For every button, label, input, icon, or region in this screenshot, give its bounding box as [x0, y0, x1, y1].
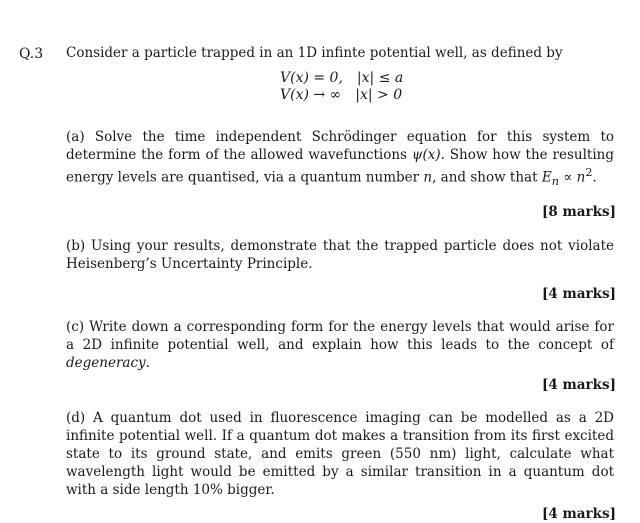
- part-a-marks: [8 marks]: [542, 204, 616, 221]
- part-d-text: (d) A quantum dot used in fluorescence imaging can be modelled as a 2D infinite potential well. If a quantum dot makes a transition from its first excited state to its ground state, and emits green (550 nm) light, calculate what wavelength light would be emitted by a similar transition in a quantum dot with a side length 10% bigger.: [66, 410, 614, 499]
- part-a-text: (a) Solve the time independent Schrödinger equation for this system to determine the form of the allowed wavefunctions ψ(x). Show how the resulting energy levels are quantised, via a quantum number n, and show that $E_n \propto n^2$.: [66, 129, 615, 189]
- quantum-number-symbol: n: [423, 169, 433, 186]
- equation-outside-well: [280, 87, 614, 104]
- potential-definition: [66, 70, 614, 104]
- equation-inside-well: [280, 70, 614, 87]
- equation-lhs: V(x) → ∞: [280, 87, 342, 103]
- equation-lhs: V(x) = 0,: [280, 70, 343, 86]
- degeneracy-term: degeneracy: [66, 355, 146, 372]
- part-b-marks: [4 marks]: [542, 286, 616, 303]
- part-b-text: (b) Using your results, demonstrate that the trapped particle does not violate Heisenberg’s Uncertainty Principle.: [66, 238, 614, 273]
- equation-condition: |x| > 0: [355, 87, 403, 103]
- part-c-text: (c) Write down a corresponding form for the energy levels that would arise for a 2D infinite potential well, and explain how this leads to the concept of degeneracy.: [66, 319, 614, 372]
- part-d-marks: [4 marks]: [542, 506, 616, 523]
- question-intro: Consider a particle trapped in an 1D infinte potential well, as defined by: [66, 45, 563, 61]
- energy-symbol: E: [541, 169, 552, 186]
- part-c-marks: [4 marks]: [542, 377, 616, 394]
- equation-condition: |x| ≤ a: [356, 70, 404, 86]
- question-number: Q.3: [19, 46, 44, 62]
- psi-symbol: ψ(x): [411, 147, 441, 163]
- question-body: [66, 44, 614, 523]
